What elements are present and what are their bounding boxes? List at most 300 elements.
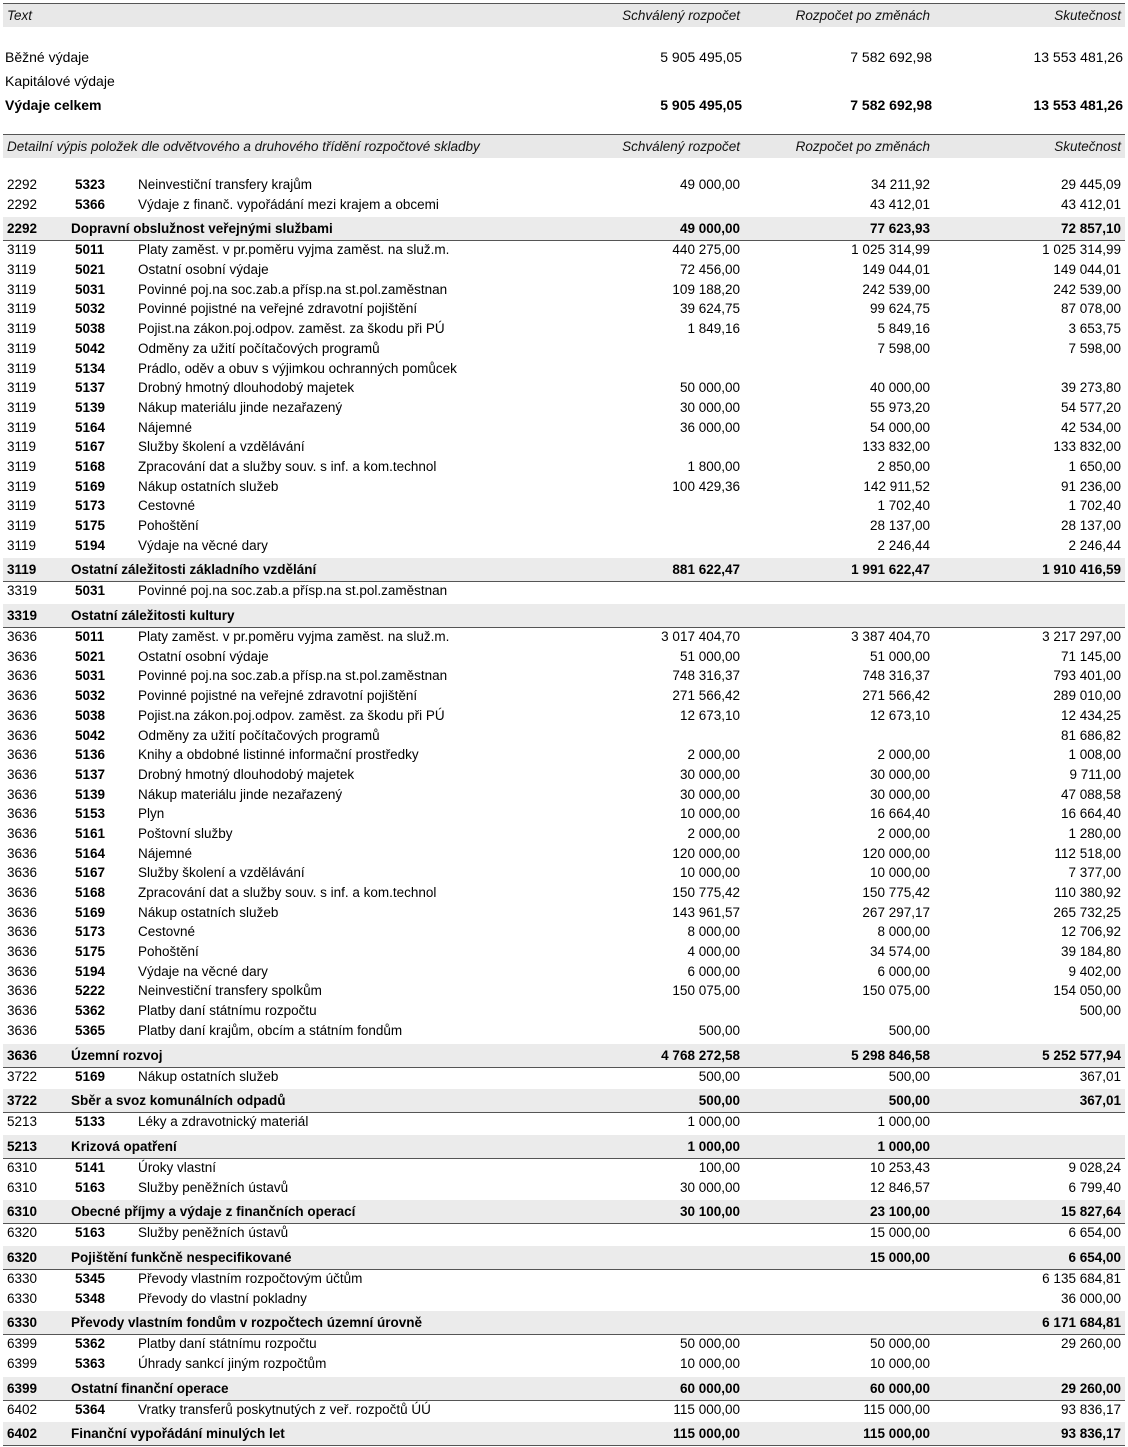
actual-value: 39 184,80 [1060, 944, 1121, 960]
summary-header [3, 3, 1125, 27]
item-code: 5175 [75, 944, 106, 960]
item-code: 5168 [75, 885, 106, 900]
revised-value: 15 000,00 [869, 1225, 930, 1241]
item-name: Pojist.na zákon.poj.odpov. zaměst. za škodu při PÚ [138, 321, 445, 337]
actual-value: 1 008,00 [1068, 747, 1121, 763]
section-code: 6310 [7, 1204, 38, 1220]
approved-value: 500,00 [698, 1093, 740, 1109]
table-row [3, 1113, 1125, 1133]
revised-value: 40 000,00 [869, 380, 930, 396]
section-code: 3119 [7, 242, 37, 258]
revised-value: 10 253,43 [869, 1159, 930, 1175]
revised-value: 1 702,40 [877, 498, 930, 514]
section-code: 3636 [7, 983, 38, 999]
item-name: Úhrady sankcí jiným rozpočtům [138, 1356, 327, 1371]
item-code: 5038 [75, 707, 106, 723]
item-name: Neinvestiční transfery spolkům [138, 983, 322, 999]
table-row [3, 648, 1125, 668]
table-row [3, 1355, 1125, 1375]
item-name: Úroky vlastní [138, 1159, 217, 1175]
section-code: 3119 [7, 537, 37, 553]
table-row [3, 320, 1125, 340]
item-code: 5133 [75, 1114, 106, 1130]
actual-value: 367,01 [1079, 1068, 1121, 1084]
item-name: Nájemné [138, 845, 193, 861]
revised-value: 28 137,00 [869, 518, 930, 533]
approved-value: 4 000,00 [687, 944, 740, 960]
summary-label: Běžné výdaje [5, 49, 90, 65]
section-name: Finanční vypořádání minulých let [71, 1426, 285, 1442]
section-code: 6399 [7, 1380, 38, 1396]
revised-value: 2 850,00 [877, 458, 930, 474]
actual-value: 93 836,17 [1060, 1401, 1121, 1417]
revised-value: 7 598,00 [877, 340, 930, 356]
table-row [3, 379, 1125, 399]
item-code: 5021 [75, 262, 106, 278]
revised-value: 133 832,00 [862, 439, 930, 455]
subtotal-row [3, 1135, 1125, 1159]
table-row [3, 864, 1125, 884]
section-code: 3119 [7, 518, 37, 533]
item-code: 5167 [75, 865, 106, 881]
revised-value: 10 000,00 [869, 1356, 930, 1371]
revised-value: 242 539,00 [862, 281, 930, 297]
section-code: 3722 [7, 1093, 38, 1109]
table-row [3, 923, 1125, 943]
approved-value: 115 000,00 [673, 1401, 740, 1417]
summary-revised: 7 582 692,98 [850, 97, 932, 113]
actual-value: 5 252 577,94 [1042, 1047, 1121, 1063]
section-code: 3636 [7, 904, 38, 920]
actual-value: 16 664,40 [1060, 806, 1121, 822]
actual-value: 1 910 416,59 [1042, 562, 1121, 578]
table-row [3, 176, 1125, 196]
table-row [3, 766, 1125, 786]
item-code: 5163 [75, 1179, 106, 1195]
approved-value: 3 017 404,70 [661, 629, 740, 645]
subtotal-row [3, 558, 1125, 582]
table-row [3, 478, 1125, 498]
revised-value: 149 044,01 [862, 262, 930, 278]
section-code: 2292 [7, 221, 38, 237]
item-name: Výdaje na věcné dary [138, 537, 268, 553]
subtotal-row [3, 1044, 1125, 1068]
approved-value: 50 000,00 [679, 1336, 740, 1352]
approved-value: 39 624,75 [679, 301, 740, 317]
revised-value: 115 000,00 [863, 1401, 930, 1417]
item-code: 5365 [75, 1022, 106, 1038]
section-code: 3119 [7, 419, 37, 435]
section-code: 3636 [7, 924, 38, 940]
actual-value: 91 236,00 [1060, 478, 1121, 494]
item-name: Pohoštění [138, 518, 199, 533]
approved-value: 8 000,00 [687, 924, 740, 940]
section-name: Sběr a svoz komunálních odpadů [71, 1093, 286, 1109]
approved-value: 100,00 [698, 1159, 740, 1175]
approved-value: 10 000,00 [679, 1356, 740, 1371]
section-code: 3636 [7, 825, 38, 841]
section-code: 3636 [7, 806, 38, 822]
summary-label: Výdaje celkem [5, 97, 102, 113]
actual-value: 3 217 297,00 [1042, 629, 1121, 645]
actual-value: 110 380,92 [1054, 885, 1121, 900]
item-code: 5136 [75, 747, 106, 763]
revised-value: 12 673,10 [869, 707, 930, 723]
item-code: 5348 [75, 1290, 106, 1306]
item-code: 5137 [75, 380, 106, 396]
approved-value: 36 000,00 [679, 419, 740, 435]
item-code: 5169 [75, 478, 106, 494]
table-row [3, 340, 1125, 360]
actual-value: 36 000,00 [1060, 1290, 1121, 1306]
item-code: 5168 [75, 458, 106, 474]
item-name: Odměny za užití počítačových programů [138, 727, 380, 743]
revised-value: 267 297,17 [862, 904, 930, 920]
section-code: 3636 [7, 707, 38, 723]
approved-value: 150 075,00 [672, 983, 740, 999]
item-code: 5173 [75, 498, 106, 514]
revised-value: 10 000,00 [869, 865, 930, 881]
item-name: Plyn [138, 806, 165, 822]
section-code: 3119 [7, 562, 37, 578]
item-name: Převody do vlastní pokladny [138, 1290, 307, 1306]
table-row [3, 746, 1125, 766]
item-name: Platy zaměst. v pr.poměru vyjma zaměst. na služ.m. [138, 629, 450, 645]
subtotal-row [3, 1377, 1125, 1401]
detail-table [3, 176, 1125, 1446]
item-code: 5164 [75, 419, 106, 435]
actual-value: 47 088,58 [1060, 786, 1121, 802]
revised-value: 3 387 404,70 [851, 629, 930, 645]
approved-value: 1 849,16 [687, 321, 740, 337]
item-name: Pojist.na zákon.poj.odpov. zaměst. za škodu při PÚ [138, 707, 445, 723]
item-code: 5366 [75, 196, 106, 212]
actual-value: 6 799,40 [1068, 1179, 1121, 1195]
table-row [3, 537, 1125, 557]
table-row [3, 196, 1125, 216]
summary-actual: 13 553 481,26 [1033, 49, 1123, 65]
item-name: Cestovné [138, 498, 196, 514]
item-code: 5031 [75, 281, 106, 297]
approved-value: 881 622,47 [672, 562, 740, 578]
section-code: 6330 [7, 1290, 38, 1306]
section-code: 3636 [7, 786, 38, 802]
revised-value: 15 000,00 [869, 1249, 930, 1265]
item-code: 5222 [75, 983, 106, 999]
section-code: 3119 [7, 380, 37, 396]
revised-value: 1 991 622,47 [851, 562, 930, 578]
item-code: 5164 [75, 845, 106, 861]
item-code: 5364 [75, 1401, 106, 1417]
item-code: 5011 [75, 629, 105, 645]
revised-value: 77 623,93 [869, 221, 930, 237]
revised-value: 500,00 [888, 1022, 930, 1038]
approved-value: 72 456,00 [679, 262, 740, 278]
section-code: 6310 [7, 1179, 38, 1195]
table-row [3, 825, 1125, 845]
summary-revised: 7 582 692,98 [850, 49, 932, 65]
approved-value: 2 000,00 [687, 825, 740, 841]
detail-header-text: Detailní výpis položek dle odvětvového a druhového třídění rozpočtové skladby [7, 139, 480, 154]
item-name: Pohoštění [138, 944, 199, 960]
actual-value: 7 377,00 [1068, 865, 1121, 881]
approved-value: 1 000,00 [687, 1114, 740, 1130]
revised-value: 30 000,00 [869, 786, 930, 802]
section-name: Dopravní obslužnost veřejnými službami [71, 221, 333, 237]
actual-value: 72 857,10 [1060, 221, 1121, 237]
approved-value: 30 000,00 [679, 766, 740, 782]
approved-value: 115 000,00 [673, 1426, 740, 1442]
actual-value: 29 445,09 [1060, 177, 1121, 192]
approved-value: 150 775,42 [672, 885, 740, 900]
table-row [3, 667, 1125, 687]
section-code: 3722 [7, 1068, 38, 1084]
approved-value: 10 000,00 [679, 865, 740, 881]
approved-value: 440 275,00 [672, 242, 740, 258]
approved-value: 1 800,00 [687, 458, 740, 474]
header-actual: Skutečnost [1054, 139, 1121, 154]
table-row [3, 1002, 1125, 1022]
section-code: 6402 [7, 1426, 38, 1442]
approved-value: 60 000,00 [679, 1380, 740, 1396]
section-code: 3636 [7, 747, 38, 763]
item-code: 5031 [75, 583, 106, 599]
actual-value: 29 260,00 [1060, 1380, 1121, 1396]
section-code: 3636 [7, 1022, 38, 1038]
approved-value: 4 768 272,58 [661, 1047, 740, 1063]
section-code: 3636 [7, 727, 38, 743]
section-code: 6310 [7, 1159, 38, 1175]
item-code: 5032 [75, 301, 106, 317]
item-name: Povinné poj.na soc.zab.a přísp.na st.pol.zaměstnan [138, 583, 448, 599]
table-row [3, 281, 1125, 301]
item-name: Platy zaměst. v pr.poměru vyjma zaměst. na služ.m. [138, 242, 450, 258]
section-name: Ostatní finanční operace [71, 1380, 229, 1396]
revised-value: 120 000,00 [862, 845, 930, 861]
item-name: Výdaje na věcné dary [138, 963, 268, 979]
revised-value: 54 000,00 [869, 419, 930, 435]
item-name: Nákup ostatních služeb [138, 478, 279, 494]
summary-row-total [5, 95, 1125, 115]
item-name: Platby daní krajům, obcím a státním fondům [138, 1022, 403, 1038]
subtotal-row [3, 1311, 1125, 1335]
table-row [3, 1022, 1125, 1042]
table-row [3, 727, 1125, 747]
section-code: 3636 [7, 766, 38, 782]
item-code: 5032 [75, 688, 106, 704]
table-row [3, 884, 1125, 904]
revised-value: 60 000,00 [869, 1380, 930, 1396]
section-code: 2292 [7, 196, 38, 212]
subtotal-row [3, 1089, 1125, 1113]
section-code: 5213 [7, 1114, 38, 1130]
revised-value: 43 412,01 [869, 196, 930, 212]
item-code: 5163 [75, 1225, 106, 1241]
table-row [3, 1290, 1125, 1310]
section-code: 6402 [7, 1401, 38, 1417]
revised-value: 5 849,16 [877, 321, 930, 337]
revised-value: 2 000,00 [877, 747, 930, 763]
section-name: Krizová opatření [71, 1138, 177, 1154]
section-code: 6330 [7, 1315, 38, 1331]
table-row [3, 241, 1125, 261]
table-row [3, 904, 1125, 924]
table-row [3, 963, 1125, 983]
revised-value: 500,00 [888, 1068, 930, 1084]
revised-value: 271 566,42 [862, 688, 930, 704]
item-name: Povinné pojistné na veřejné zdravotní pojištění [138, 688, 418, 704]
item-code: 5137 [75, 766, 106, 782]
revised-value: 16 664,40 [869, 806, 930, 822]
table-row [3, 300, 1125, 320]
table-row [3, 1068, 1125, 1088]
actual-value: 15 827,64 [1060, 1204, 1121, 1220]
revised-value: 500,00 [888, 1093, 930, 1109]
item-name: Zpracování dat a služby souv. s inf. a kom.technol [138, 885, 437, 900]
actual-value: 71 145,00 [1060, 648, 1121, 664]
actual-value: 9 028,24 [1068, 1159, 1121, 1175]
table-row [3, 582, 1125, 602]
item-code: 5363 [75, 1356, 106, 1371]
item-name: Nákup ostatních služeb [138, 1068, 279, 1084]
approved-value: 109 188,20 [672, 281, 740, 297]
item-code: 5031 [75, 668, 106, 684]
item-code: 5194 [75, 537, 106, 553]
table-row [3, 805, 1125, 825]
table-row [3, 1335, 1125, 1355]
approved-value: 30 100,00 [679, 1204, 740, 1220]
item-name: Drobný hmotný dlouhodobý majetek [138, 380, 355, 396]
table-row [3, 1159, 1125, 1179]
revised-value: 34 211,92 [870, 177, 930, 192]
table-row [3, 628, 1125, 648]
section-code: 3119 [7, 321, 37, 337]
actual-value: 3 653,75 [1068, 321, 1121, 337]
item-code: 5173 [75, 924, 106, 940]
approved-value: 49 000,00 [679, 221, 740, 237]
approved-value: 2 000,00 [687, 747, 740, 763]
item-name: Nákup materiálu jinde nezařazený [138, 786, 343, 802]
section-code: 3636 [7, 845, 38, 861]
actual-value: 133 832,00 [1053, 439, 1121, 455]
item-name: Ostatní osobní výdaje [138, 648, 269, 664]
item-code: 5362 [75, 1003, 106, 1019]
item-name: Povinné poj.na soc.zab.a přísp.na st.pol.zaměstnan [138, 281, 448, 297]
subtotal-row [3, 217, 1125, 241]
item-name: Ostatní osobní výdaje [138, 262, 269, 278]
revised-value: 1 000,00 [877, 1114, 930, 1130]
item-name: Služby školení a vzdělávání [138, 439, 305, 455]
section-code: 3119 [7, 399, 37, 415]
actual-value: 6 654,00 [1068, 1225, 1121, 1241]
approved-value: 100 429,36 [672, 478, 740, 494]
subtotal-row [3, 1422, 1125, 1446]
item-name: Poštovní služby [138, 825, 233, 841]
item-name: Výdaje z finanč. vypořádání mezi krajem a obcemi [138, 196, 439, 212]
approved-value: 500,00 [698, 1068, 740, 1084]
table-row [3, 458, 1125, 478]
actual-value: 1 280,00 [1068, 825, 1121, 841]
actual-value: 29 260,00 [1060, 1336, 1121, 1352]
section-code: 3636 [7, 885, 38, 900]
summary-label: Kapitálové výdaje [5, 73, 115, 89]
actual-value: 6 654,00 [1068, 1249, 1121, 1265]
item-name: Cestovné [138, 924, 196, 940]
approved-value: 51 000,00 [679, 648, 740, 664]
actual-value: 9 711,00 [1069, 766, 1121, 782]
item-name: Nájemné [138, 419, 193, 435]
section-name: Převody vlastním fondům v rozpočtech územní úrovně [71, 1315, 423, 1331]
table-row [3, 1224, 1125, 1244]
item-name: Služby peněžních ústavů [138, 1225, 289, 1241]
section-code: 3636 [7, 668, 38, 684]
section-name: Pojištění funkčně nespecifikované [71, 1249, 292, 1265]
revised-value: 1 000,00 [877, 1138, 930, 1154]
revised-value: 115 000,00 [863, 1426, 930, 1442]
summary-approved: 5 905 495,05 [660, 97, 742, 113]
approved-value: 50 000,00 [679, 380, 740, 396]
actual-value: 793 401,00 [1053, 668, 1121, 684]
header-text: Text [7, 8, 33, 23]
item-name: Platby daní státnímu rozpočtu [138, 1336, 317, 1352]
actual-value: 28 137,00 [1060, 518, 1121, 533]
summary-approved: 5 905 495,05 [660, 49, 742, 65]
approved-value: 1 000,00 [687, 1138, 740, 1154]
item-code: 5042 [75, 340, 106, 356]
item-name: Prádlo, oděv a obuv s výjimkou ochranných pomůcek [138, 360, 457, 376]
item-code: 5323 [75, 177, 106, 192]
section-code: 3636 [7, 629, 38, 645]
section-name: Ostatní záležitosti kultury [71, 608, 235, 624]
table-row [3, 261, 1125, 281]
item-name: Vratky transferů poskytnutých z veř. rozpočtů ÚÚ [138, 1401, 431, 1417]
item-code: 5362 [75, 1336, 106, 1352]
subtotal-row [3, 1200, 1125, 1224]
table-row [3, 786, 1125, 806]
approved-value: 12 673,10 [679, 707, 740, 723]
item-name: Platby daní státnímu rozpočtu [138, 1003, 317, 1019]
section-code: 3119 [7, 360, 37, 376]
table-row [3, 982, 1125, 1002]
approved-value: 30 000,00 [679, 399, 740, 415]
summary-row-capital [5, 71, 1125, 91]
approved-value: 143 961,57 [672, 904, 740, 920]
section-code: 6320 [7, 1249, 38, 1265]
section-code: 3319 [7, 583, 38, 599]
actual-value: 12 434,25 [1060, 707, 1121, 723]
section-code: 3119 [7, 439, 37, 455]
item-code: 5141 [75, 1159, 106, 1175]
item-code: 5139 [75, 399, 106, 415]
item-name: Nákup ostatních služeb [138, 904, 279, 920]
actual-value: 289 010,00 [1053, 688, 1121, 704]
actual-value: 6 171 684,81 [1042, 1315, 1121, 1331]
revised-value: 2 000,00 [877, 825, 930, 841]
item-name: Převody vlastním rozpočtovým účtům [138, 1270, 363, 1286]
item-code: 5175 [75, 518, 106, 533]
section-code: 3119 [7, 478, 37, 494]
approved-value: 500,00 [698, 1022, 740, 1038]
item-code: 5161 [75, 825, 106, 841]
section-code: 6330 [7, 1270, 38, 1286]
actual-value: 9 402,00 [1068, 963, 1121, 979]
section-code: 3119 [7, 498, 37, 514]
section-name: Obecné příjmy a výdaje z finančních operací [71, 1204, 356, 1220]
approved-value: 120 000,00 [672, 845, 740, 861]
subtotal-row [3, 1246, 1125, 1270]
revised-value: 748 316,37 [862, 668, 930, 684]
header-actual: Skutečnost [1054, 8, 1121, 23]
